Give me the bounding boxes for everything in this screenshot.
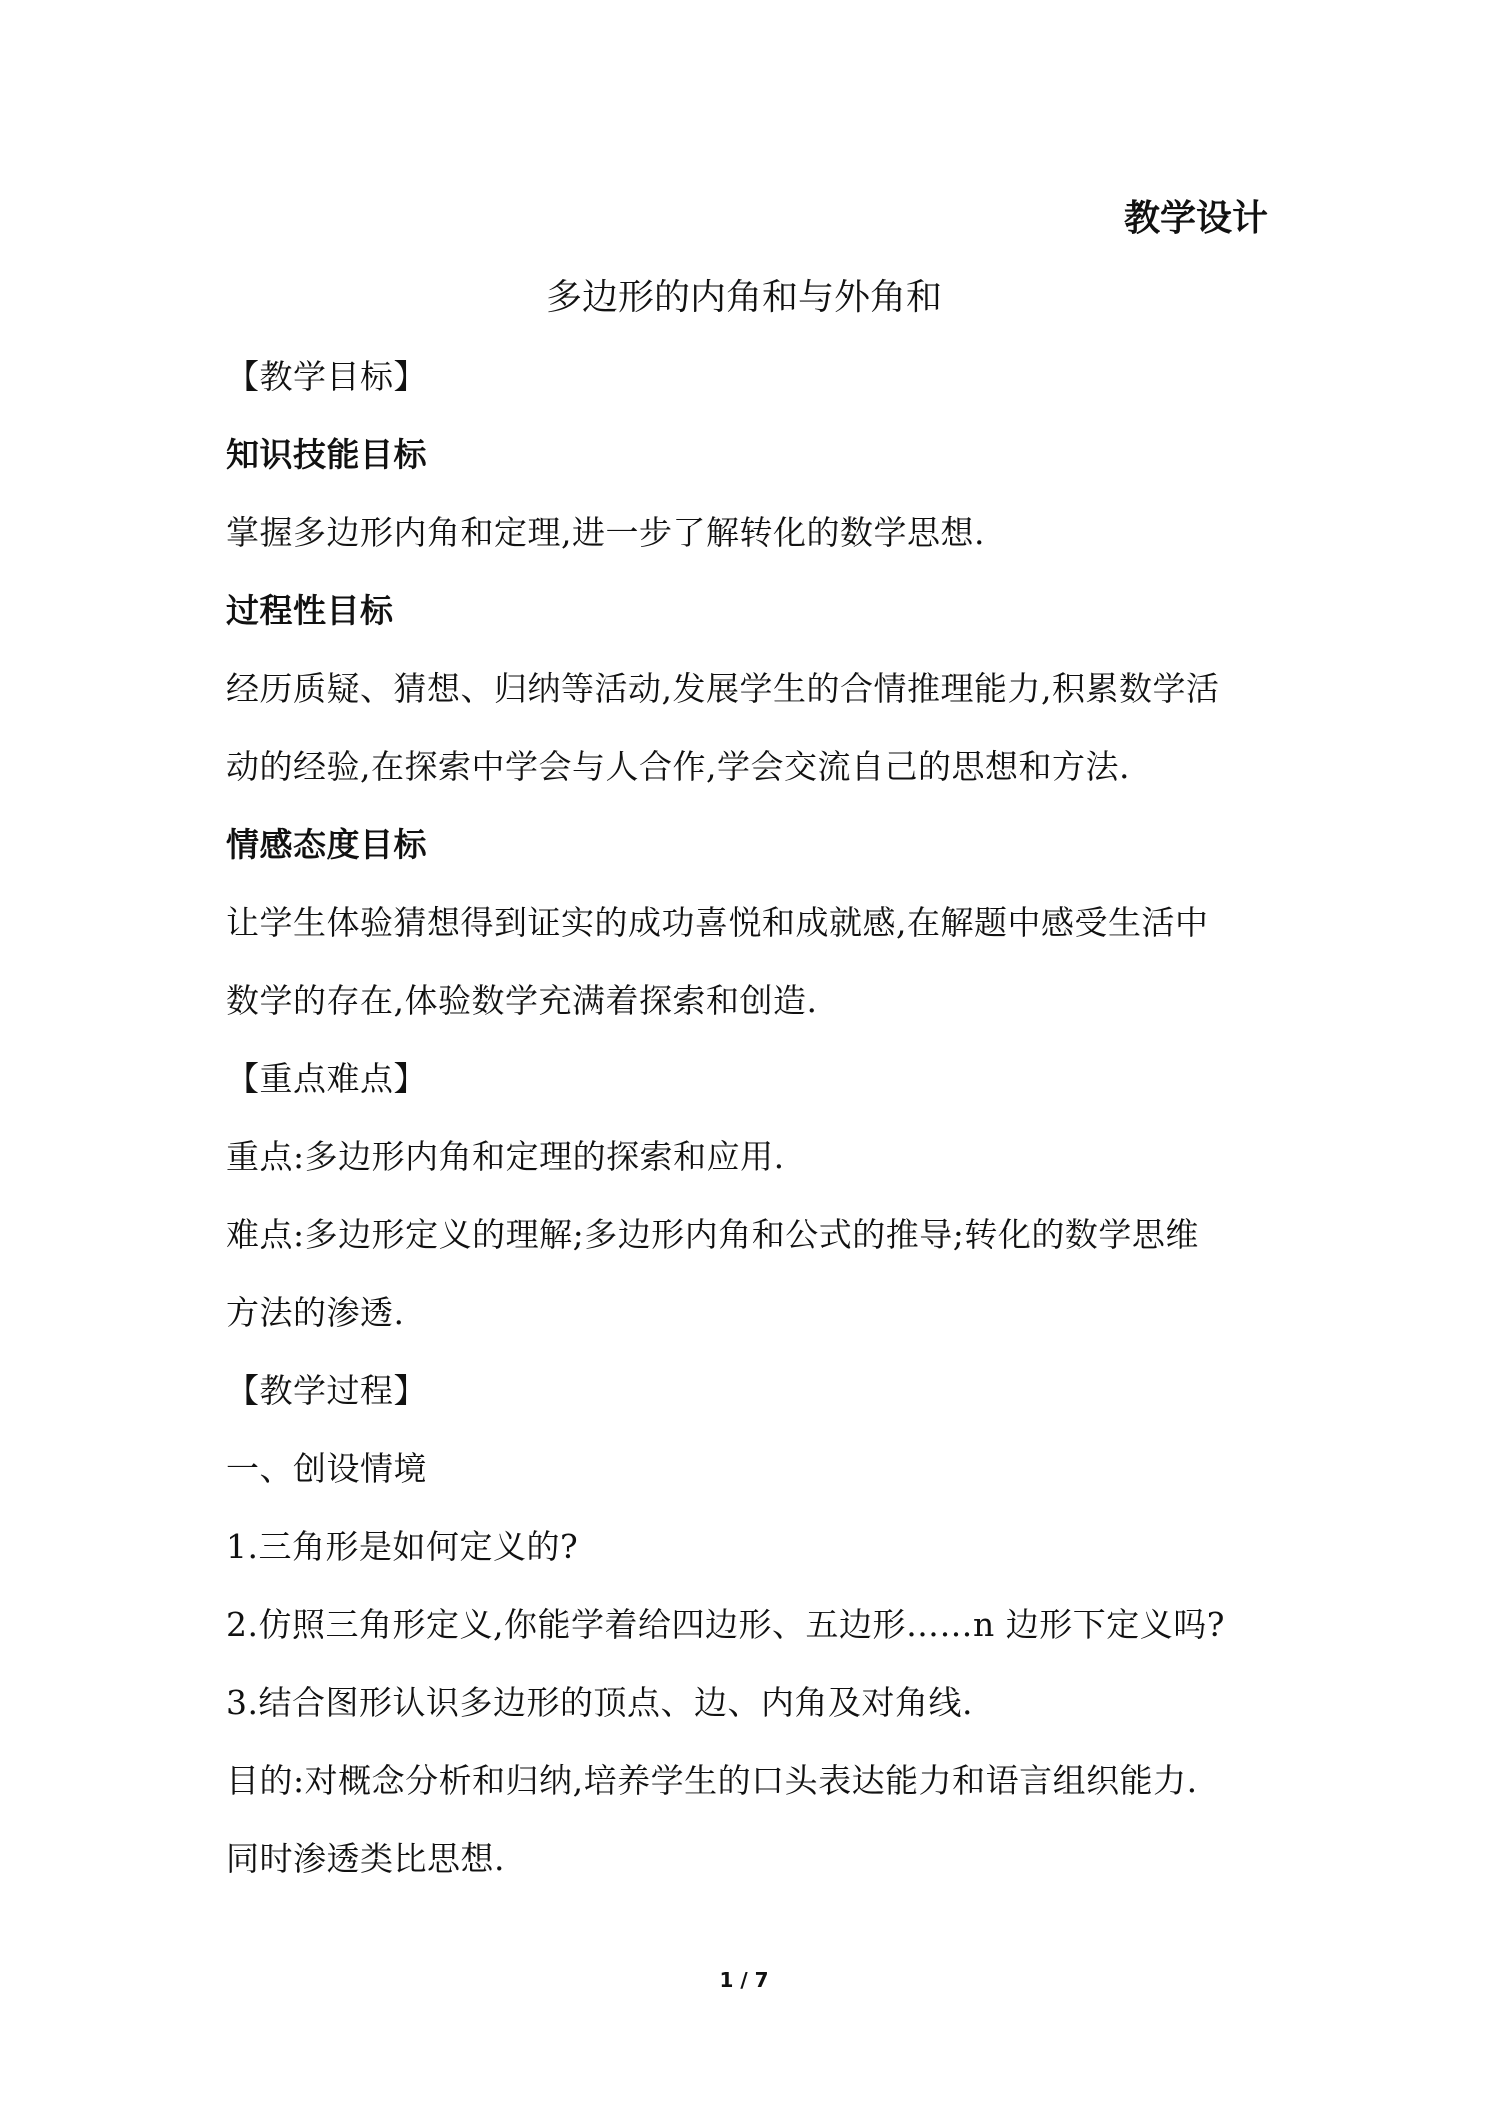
paragraph-line: 一、创设情境 xyxy=(226,1449,427,1488)
paragraph-line: 经历质疑、猜想、归纳等活动,发展学生的合情推理能力,积累数学活 xyxy=(226,669,1220,708)
paragraph-line: 目的:对概念分析和归纳,培养学生的口头表达能力和语言组织能力. xyxy=(226,1761,1198,1800)
paragraph-line: 方法的渗透. xyxy=(226,1293,405,1332)
paragraph-line: 难点:多边形定义的理解;多边形内角和公式的推导;转化的数学思维 xyxy=(226,1215,1199,1254)
section-header-objectives: 【教学目标】 xyxy=(226,357,427,396)
paragraph-line: 让学生体验猜想得到证实的成功喜悦和成就感,在解题中感受生活中 xyxy=(226,903,1209,942)
section-header-key-points: 【重点难点】 xyxy=(226,1059,427,1098)
subheading-process: 过程性目标 xyxy=(226,591,394,630)
paragraph-line: 同时渗透类比思想. xyxy=(226,1839,505,1878)
paragraph-line: 数学的存在,体验数学充满着探索和创造. xyxy=(226,981,818,1020)
document-title: 多边形的内角和与外角和 xyxy=(545,277,942,318)
document-type-label: 教学设计 xyxy=(1123,198,1268,239)
section-header-process: 【教学过程】 xyxy=(226,1371,427,1410)
paragraph-line: 动的经验,在探索中学会与人合作,学会交流自己的思想和方法. xyxy=(226,747,1130,786)
page-number: 1 / 7 xyxy=(719,1968,769,1992)
list-item: 2.仿照三角形定义,你能学着给四边形、五边形……n 边形下定义吗? xyxy=(226,1605,1225,1644)
paragraph-line: 重点:多边形内角和定理的探索和应用. xyxy=(226,1137,785,1176)
subheading-knowledge-skills: 知识技能目标 xyxy=(226,435,427,474)
list-item: 3.结合图形认识多边形的顶点、边、内角及对角线. xyxy=(226,1683,973,1722)
paragraph-line: 掌握多边形内角和定理,进一步了解转化的数学思想. xyxy=(226,513,985,552)
list-item: 1.三角形是如何定义的? xyxy=(226,1527,579,1566)
subheading-emotion-attitude: 情感态度目标 xyxy=(226,825,427,864)
